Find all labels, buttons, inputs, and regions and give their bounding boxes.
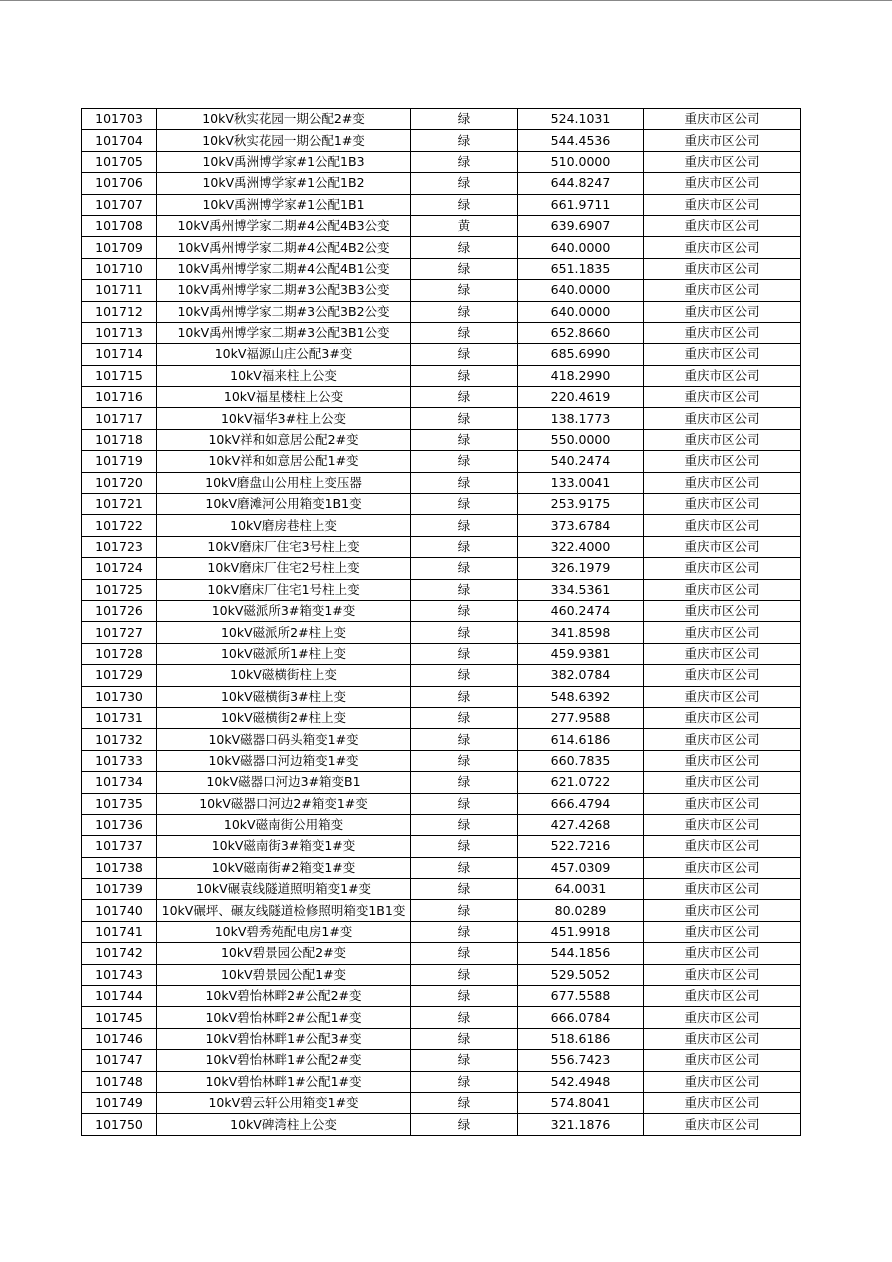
company-cell: 重庆市区公司 xyxy=(644,900,801,921)
value-cell: 666.4794 xyxy=(518,793,644,814)
company-cell: 重庆市区公司 xyxy=(644,558,801,579)
transformer-name-cell: 10kV碧怡林畔2#公配2#变 xyxy=(157,986,411,1007)
table-row xyxy=(82,558,801,579)
status-cell: 绿 xyxy=(411,707,518,728)
row-id-cell: 101721 xyxy=(82,494,157,515)
transformer-name-cell: 10kV禹洲博学家#1公配1B3 xyxy=(157,151,411,172)
company-cell: 重庆市区公司 xyxy=(644,686,801,707)
company-cell: 重庆市区公司 xyxy=(644,237,801,258)
status-cell: 绿 xyxy=(411,1028,518,1049)
company-cell: 重庆市区公司 xyxy=(644,387,801,408)
transformer-name-cell: 10kV碧怡林畔2#公配1#变 xyxy=(157,1007,411,1028)
row-id-cell: 101708 xyxy=(82,215,157,236)
status-cell: 绿 xyxy=(411,237,518,258)
row-id-cell: 101722 xyxy=(82,515,157,536)
table-row xyxy=(82,472,801,493)
row-id-cell: 101725 xyxy=(82,579,157,600)
company-cell: 重庆市区公司 xyxy=(644,579,801,600)
status-cell: 绿 xyxy=(411,1092,518,1113)
company-cell: 重庆市区公司 xyxy=(644,536,801,557)
status-cell: 绿 xyxy=(411,600,518,621)
transformer-name-cell: 10kV碧怡林畔1#公配1#变 xyxy=(157,1071,411,1092)
row-id-cell: 101720 xyxy=(82,472,157,493)
value-cell: 652.8660 xyxy=(518,322,644,343)
status-cell: 绿 xyxy=(411,301,518,322)
table-row xyxy=(82,408,801,429)
table-row xyxy=(82,258,801,279)
table-row xyxy=(82,1028,801,1049)
table-row xyxy=(82,921,801,942)
company-cell: 重庆市区公司 xyxy=(644,1114,801,1135)
status-cell: 绿 xyxy=(411,536,518,557)
status-cell: 绿 xyxy=(411,900,518,921)
row-id-cell: 101735 xyxy=(82,793,157,814)
value-cell: 341.8598 xyxy=(518,622,644,643)
transformer-name-cell: 10kV禹州博学家二期#4公配4B3公变 xyxy=(157,215,411,236)
company-cell: 重庆市区公司 xyxy=(644,280,801,301)
status-cell: 绿 xyxy=(411,387,518,408)
row-id-cell: 101713 xyxy=(82,322,157,343)
value-cell: 661.9711 xyxy=(518,194,644,215)
company-cell: 重庆市区公司 xyxy=(644,879,801,900)
table-row xyxy=(82,1007,801,1028)
company-cell: 重庆市区公司 xyxy=(644,1050,801,1071)
company-cell: 重庆市区公司 xyxy=(644,814,801,835)
transformer-name-cell: 10kV秋实花园一期公配1#变 xyxy=(157,130,411,151)
transformer-name-cell: 10kV禹州博学家二期#4公配4B2公变 xyxy=(157,237,411,258)
status-cell: 黄 xyxy=(411,215,518,236)
status-cell: 绿 xyxy=(411,322,518,343)
value-cell: 326.1979 xyxy=(518,558,644,579)
company-cell: 重庆市区公司 xyxy=(644,729,801,750)
value-cell: 253.9175 xyxy=(518,494,644,515)
transformer-name-cell: 10kV磨床厂住宅1号柱上变 xyxy=(157,579,411,600)
row-id-cell: 101750 xyxy=(82,1114,157,1135)
company-cell: 重庆市区公司 xyxy=(644,194,801,215)
row-id-cell: 101709 xyxy=(82,237,157,258)
transformer-name-cell: 10kV磨盘山公用柱上变压器 xyxy=(157,472,411,493)
status-cell: 绿 xyxy=(411,986,518,1007)
table-row xyxy=(82,836,801,857)
company-cell: 重庆市区公司 xyxy=(644,515,801,536)
table-row xyxy=(82,643,801,664)
company-cell: 重庆市区公司 xyxy=(644,1071,801,1092)
table-row xyxy=(82,301,801,322)
transformer-name-cell: 10kV禹洲博学家#1公配1B1 xyxy=(157,194,411,215)
company-cell: 重庆市区公司 xyxy=(644,408,801,429)
value-cell: 677.5588 xyxy=(518,986,644,1007)
transformer-name-cell: 10kV磁横街3#柱上变 xyxy=(157,686,411,707)
value-cell: 556.7423 xyxy=(518,1050,644,1071)
company-cell: 重庆市区公司 xyxy=(644,472,801,493)
table-row xyxy=(82,900,801,921)
value-cell: 418.2990 xyxy=(518,365,644,386)
status-cell: 绿 xyxy=(411,643,518,664)
status-cell: 绿 xyxy=(411,472,518,493)
status-cell: 绿 xyxy=(411,451,518,472)
status-cell: 绿 xyxy=(411,836,518,857)
status-cell: 绿 xyxy=(411,344,518,365)
row-id-cell: 101731 xyxy=(82,707,157,728)
value-cell: 640.0000 xyxy=(518,301,644,322)
row-id-cell: 101747 xyxy=(82,1050,157,1071)
row-id-cell: 101726 xyxy=(82,600,157,621)
value-cell: 574.8041 xyxy=(518,1092,644,1113)
value-cell: 614.6186 xyxy=(518,729,644,750)
status-cell: 绿 xyxy=(411,1071,518,1092)
value-cell: 542.4948 xyxy=(518,1071,644,1092)
row-id-cell: 101704 xyxy=(82,130,157,151)
row-id-cell: 101729 xyxy=(82,665,157,686)
value-cell: 277.9588 xyxy=(518,707,644,728)
status-cell: 绿 xyxy=(411,280,518,301)
table-row xyxy=(82,1071,801,1092)
value-cell: 460.2474 xyxy=(518,600,644,621)
table-row xyxy=(82,173,801,194)
transformer-name-cell: 10kV碧景园公配1#变 xyxy=(157,964,411,985)
transformer-name-cell: 10kV碑湾柱上公变 xyxy=(157,1114,411,1135)
status-cell: 绿 xyxy=(411,515,518,536)
status-cell: 绿 xyxy=(411,665,518,686)
transformer-name-cell: 10kV磁南街3#箱变1#变 xyxy=(157,836,411,857)
company-cell: 重庆市区公司 xyxy=(644,451,801,472)
row-id-cell: 101749 xyxy=(82,1092,157,1113)
table-row xyxy=(82,686,801,707)
table-row xyxy=(82,215,801,236)
company-cell: 重庆市区公司 xyxy=(644,964,801,985)
status-cell: 绿 xyxy=(411,494,518,515)
row-id-cell: 101738 xyxy=(82,857,157,878)
company-cell: 重庆市区公司 xyxy=(644,151,801,172)
transformer-name-cell: 10kV磁派所3#箱变1#变 xyxy=(157,600,411,621)
row-id-cell: 101730 xyxy=(82,686,157,707)
table-row xyxy=(82,109,801,130)
transformer-name-cell: 10kV福源山庄公配3#变 xyxy=(157,344,411,365)
value-cell: 640.0000 xyxy=(518,237,644,258)
row-id-cell: 101740 xyxy=(82,900,157,921)
value-cell: 382.0784 xyxy=(518,665,644,686)
table-row xyxy=(82,429,801,450)
transformer-name-cell: 10kV禹州博学家二期#4公配4B1公变 xyxy=(157,258,411,279)
value-cell: 518.6186 xyxy=(518,1028,644,1049)
table-row xyxy=(82,365,801,386)
transformer-name-cell: 10kV福星楼柱上公变 xyxy=(157,387,411,408)
row-id-cell: 101745 xyxy=(82,1007,157,1028)
transformer-name-cell: 10kV秋实花园一期公配2#变 xyxy=(157,109,411,130)
table-row xyxy=(82,772,801,793)
row-id-cell: 101714 xyxy=(82,344,157,365)
transformer-name-cell: 10kV碧秀苑配电房1#变 xyxy=(157,921,411,942)
table-row xyxy=(82,536,801,557)
status-cell: 绿 xyxy=(411,921,518,942)
transformer-name-cell: 10kV碧怡林畔1#公配2#变 xyxy=(157,1050,411,1071)
transformer-name-cell: 10kV磁派所2#柱上变 xyxy=(157,622,411,643)
company-cell: 重庆市区公司 xyxy=(644,665,801,686)
value-cell: 621.0722 xyxy=(518,772,644,793)
company-cell: 重庆市区公司 xyxy=(644,943,801,964)
company-cell: 重庆市区公司 xyxy=(644,793,801,814)
row-id-cell: 101736 xyxy=(82,814,157,835)
table-row xyxy=(82,857,801,878)
row-id-cell: 101737 xyxy=(82,836,157,857)
row-id-cell: 101712 xyxy=(82,301,157,322)
value-cell: 550.0000 xyxy=(518,429,644,450)
value-cell: 457.0309 xyxy=(518,857,644,878)
transformer-name-cell: 10kV磁器口河边3#箱变B1 xyxy=(157,772,411,793)
row-id-cell: 101742 xyxy=(82,943,157,964)
company-cell: 重庆市区公司 xyxy=(644,322,801,343)
transformer-name-cell: 10kV福来柱上公变 xyxy=(157,365,411,386)
value-cell: 540.2474 xyxy=(518,451,644,472)
transformer-name-cell: 10kV磁南街#2箱变1#变 xyxy=(157,857,411,878)
value-cell: 640.0000 xyxy=(518,280,644,301)
company-cell: 重庆市区公司 xyxy=(644,836,801,857)
company-cell: 重庆市区公司 xyxy=(644,772,801,793)
row-id-cell: 101734 xyxy=(82,772,157,793)
row-id-cell: 101743 xyxy=(82,964,157,985)
value-cell: 322.4000 xyxy=(518,536,644,557)
status-cell: 绿 xyxy=(411,151,518,172)
row-id-cell: 101733 xyxy=(82,750,157,771)
transformer-name-cell: 10kV磁器口码头箱变1#变 xyxy=(157,729,411,750)
company-cell: 重庆市区公司 xyxy=(644,365,801,386)
table-body xyxy=(82,109,801,1136)
status-cell: 绿 xyxy=(411,194,518,215)
row-id-cell: 101732 xyxy=(82,729,157,750)
company-cell: 重庆市区公司 xyxy=(644,750,801,771)
table-row xyxy=(82,1050,801,1071)
row-id-cell: 101716 xyxy=(82,387,157,408)
value-cell: 321.1876 xyxy=(518,1114,644,1135)
table-row xyxy=(82,814,801,835)
value-cell: 685.6990 xyxy=(518,344,644,365)
table-row xyxy=(82,943,801,964)
transformer-name-cell: 10kV禹州博学家二期#3公配3B2公变 xyxy=(157,301,411,322)
status-cell: 绿 xyxy=(411,1114,518,1135)
status-cell: 绿 xyxy=(411,1050,518,1071)
status-cell: 绿 xyxy=(411,109,518,130)
transformer-table xyxy=(81,108,801,1136)
status-cell: 绿 xyxy=(411,686,518,707)
value-cell: 666.0784 xyxy=(518,1007,644,1028)
row-id-cell: 101707 xyxy=(82,194,157,215)
company-cell: 重庆市区公司 xyxy=(644,429,801,450)
value-cell: 133.0041 xyxy=(518,472,644,493)
value-cell: 529.5052 xyxy=(518,964,644,985)
value-cell: 544.4536 xyxy=(518,130,644,151)
company-cell: 重庆市区公司 xyxy=(644,344,801,365)
value-cell: 651.1835 xyxy=(518,258,644,279)
company-cell: 重庆市区公司 xyxy=(644,857,801,878)
company-cell: 重庆市区公司 xyxy=(644,109,801,130)
value-cell: 427.4268 xyxy=(518,814,644,835)
transformer-name-cell: 10kV磁横街柱上变 xyxy=(157,665,411,686)
company-cell: 重庆市区公司 xyxy=(644,622,801,643)
table-row xyxy=(82,237,801,258)
table-row xyxy=(82,194,801,215)
company-cell: 重庆市区公司 xyxy=(644,1007,801,1028)
transformer-name-cell: 10kV磨滩河公用箱变1B1变 xyxy=(157,494,411,515)
value-cell: 524.1031 xyxy=(518,109,644,130)
status-cell: 绿 xyxy=(411,429,518,450)
status-cell: 绿 xyxy=(411,408,518,429)
transformer-name-cell: 10kV碾袁线隧道照明箱变1#变 xyxy=(157,879,411,900)
company-cell: 重庆市区公司 xyxy=(644,494,801,515)
company-cell: 重庆市区公司 xyxy=(644,600,801,621)
table-row xyxy=(82,665,801,686)
value-cell: 138.1773 xyxy=(518,408,644,429)
row-id-cell: 101739 xyxy=(82,879,157,900)
row-id-cell: 101746 xyxy=(82,1028,157,1049)
transformer-name-cell: 10kV磁派所1#柱上变 xyxy=(157,643,411,664)
transformer-name-cell: 10kV禹洲博学家#1公配1B2 xyxy=(157,173,411,194)
status-cell: 绿 xyxy=(411,558,518,579)
value-cell: 80.0289 xyxy=(518,900,644,921)
table-row xyxy=(82,344,801,365)
row-id-cell: 101718 xyxy=(82,429,157,450)
status-cell: 绿 xyxy=(411,964,518,985)
row-id-cell: 101706 xyxy=(82,173,157,194)
value-cell: 373.6784 xyxy=(518,515,644,536)
row-id-cell: 101728 xyxy=(82,643,157,664)
company-cell: 重庆市区公司 xyxy=(644,643,801,664)
company-cell: 重庆市区公司 xyxy=(644,130,801,151)
status-cell: 绿 xyxy=(411,772,518,793)
table-row xyxy=(82,151,801,172)
table-row xyxy=(82,793,801,814)
transformer-name-cell: 10kV碾坪、碾友线隧道检修照明箱变1B1变 xyxy=(157,900,411,921)
row-id-cell: 101748 xyxy=(82,1071,157,1092)
company-cell: 重庆市区公司 xyxy=(644,215,801,236)
company-cell: 重庆市区公司 xyxy=(644,301,801,322)
table-row xyxy=(82,1114,801,1135)
table-row xyxy=(82,130,801,151)
status-cell: 绿 xyxy=(411,579,518,600)
company-cell: 重庆市区公司 xyxy=(644,1092,801,1113)
table-row xyxy=(82,515,801,536)
status-cell: 绿 xyxy=(411,1007,518,1028)
row-id-cell: 101705 xyxy=(82,151,157,172)
status-cell: 绿 xyxy=(411,943,518,964)
page-top-border xyxy=(0,0,892,1)
transformer-name-cell: 10kV磁南街公用箱变 xyxy=(157,814,411,835)
value-cell: 548.6392 xyxy=(518,686,644,707)
transformer-name-cell: 10kV碧云轩公用箱变1#变 xyxy=(157,1092,411,1113)
status-cell: 绿 xyxy=(411,365,518,386)
value-cell: 451.9918 xyxy=(518,921,644,942)
table-row xyxy=(82,322,801,343)
table-row xyxy=(82,1092,801,1113)
transformer-name-cell: 10kV祥和如意居公配2#变 xyxy=(157,429,411,450)
transformer-name-cell: 10kV碧怡林畔1#公配3#变 xyxy=(157,1028,411,1049)
company-cell: 重庆市区公司 xyxy=(644,986,801,1007)
table-row xyxy=(82,750,801,771)
table-row xyxy=(82,280,801,301)
row-id-cell: 101710 xyxy=(82,258,157,279)
status-cell: 绿 xyxy=(411,258,518,279)
value-cell: 660.7835 xyxy=(518,750,644,771)
status-cell: 绿 xyxy=(411,173,518,194)
row-id-cell: 101724 xyxy=(82,558,157,579)
value-cell: 334.5361 xyxy=(518,579,644,600)
transformer-name-cell: 10kV磨房巷柱上变 xyxy=(157,515,411,536)
table-row xyxy=(82,986,801,1007)
value-cell: 544.1856 xyxy=(518,943,644,964)
transformer-name-cell: 10kV磨床厂住宅2号柱上变 xyxy=(157,558,411,579)
value-cell: 644.8247 xyxy=(518,173,644,194)
transformer-name-cell: 10kV禹州博学家二期#3公配3B1公变 xyxy=(157,322,411,343)
table-row xyxy=(82,579,801,600)
transformer-name-cell: 10kV福华3#柱上公变 xyxy=(157,408,411,429)
status-cell: 绿 xyxy=(411,729,518,750)
company-cell: 重庆市区公司 xyxy=(644,258,801,279)
status-cell: 绿 xyxy=(411,814,518,835)
company-cell: 重庆市区公司 xyxy=(644,1028,801,1049)
transformer-name-cell: 10kV磨床厂住宅3号柱上变 xyxy=(157,536,411,557)
table-row xyxy=(82,707,801,728)
table-row xyxy=(82,729,801,750)
row-id-cell: 101717 xyxy=(82,408,157,429)
row-id-cell: 101703 xyxy=(82,109,157,130)
table-row xyxy=(82,387,801,408)
transformer-name-cell: 10kV祥和如意居公配1#变 xyxy=(157,451,411,472)
company-cell: 重庆市区公司 xyxy=(644,921,801,942)
value-cell: 220.4619 xyxy=(518,387,644,408)
value-cell: 522.7216 xyxy=(518,836,644,857)
row-id-cell: 101723 xyxy=(82,536,157,557)
transformer-name-cell: 10kV碧景园公配2#变 xyxy=(157,943,411,964)
row-id-cell: 101715 xyxy=(82,365,157,386)
status-cell: 绿 xyxy=(411,622,518,643)
value-cell: 510.0000 xyxy=(518,151,644,172)
table-row xyxy=(82,451,801,472)
transformer-name-cell: 10kV磁横街2#柱上变 xyxy=(157,707,411,728)
row-id-cell: 101744 xyxy=(82,986,157,1007)
transformer-name-cell: 10kV磁器口河边2#箱变1#变 xyxy=(157,793,411,814)
row-id-cell: 101719 xyxy=(82,451,157,472)
value-cell: 64.0031 xyxy=(518,879,644,900)
row-id-cell: 101741 xyxy=(82,921,157,942)
status-cell: 绿 xyxy=(411,857,518,878)
transformer-name-cell: 10kV磁器口河边箱变1#变 xyxy=(157,750,411,771)
value-cell: 639.6907 xyxy=(518,215,644,236)
row-id-cell: 101711 xyxy=(82,280,157,301)
status-cell: 绿 xyxy=(411,750,518,771)
table-row xyxy=(82,600,801,621)
status-cell: 绿 xyxy=(411,879,518,900)
table-row xyxy=(82,622,801,643)
table-row xyxy=(82,964,801,985)
transformer-name-cell: 10kV禹州博学家二期#3公配3B3公变 xyxy=(157,280,411,301)
value-cell: 459.9381 xyxy=(518,643,644,664)
status-cell: 绿 xyxy=(411,130,518,151)
table-row xyxy=(82,494,801,515)
status-cell: 绿 xyxy=(411,793,518,814)
row-id-cell: 101727 xyxy=(82,622,157,643)
table-row xyxy=(82,879,801,900)
company-cell: 重庆市区公司 xyxy=(644,707,801,728)
company-cell: 重庆市区公司 xyxy=(644,173,801,194)
